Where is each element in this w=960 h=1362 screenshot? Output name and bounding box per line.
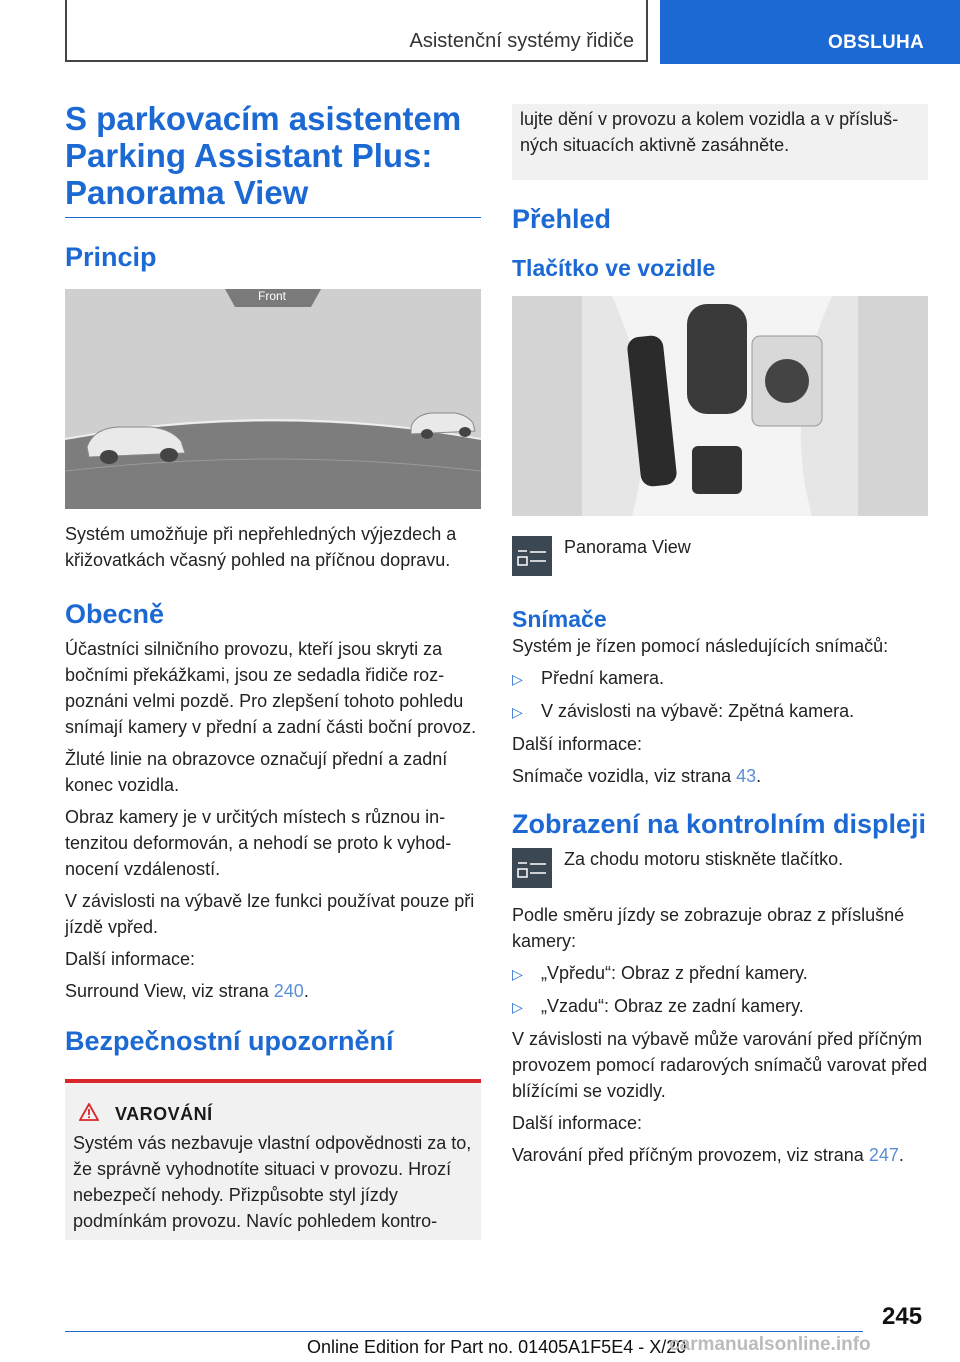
general-paragraph-4: V závislosti na výbavě lze funkci používat pouze při jízdě vpřed. bbox=[65, 891, 475, 937]
reference-end: . bbox=[756, 766, 762, 786]
sensors-list bbox=[512, 665, 928, 725]
reference-end: . bbox=[303, 981, 309, 1001]
watermark: carmanualsonline.info bbox=[669, 1334, 871, 1355]
center-console-image bbox=[512, 296, 928, 516]
list-item bbox=[512, 993, 928, 1020]
more-info-label: Další informace: bbox=[65, 949, 196, 969]
reference-end: . bbox=[898, 1145, 904, 1165]
more-info-label: Další informace: bbox=[512, 734, 643, 754]
display-button-text: Za chodu motoru stiskněte tlačítko. bbox=[564, 849, 844, 869]
list-item-text: „Vzadu“: Obraz ze zadní kamery. bbox=[541, 996, 804, 1016]
list-item bbox=[512, 698, 928, 725]
panorama-view-button-icon[interactable] bbox=[512, 536, 552, 576]
sensors-heading: Snímače bbox=[512, 606, 607, 632]
warning-title-row bbox=[73, 1103, 473, 1126]
general-heading: Obecně bbox=[65, 599, 165, 629]
button-in-vehicle-heading: Tlačítko ve vozidle bbox=[512, 255, 716, 281]
list-item bbox=[512, 960, 928, 987]
list-item-text: „Vpředu“: Obraz z přední kamery. bbox=[541, 963, 808, 983]
left-column bbox=[65, 100, 481, 1240]
warning-triangle-icon bbox=[79, 1103, 99, 1126]
front-label: Front bbox=[258, 289, 287, 303]
center-console-illustration bbox=[512, 296, 928, 516]
sensors-reference bbox=[512, 763, 928, 789]
general-paragraph-3: Obraz kamery je v určitých místech s různou intenzitou deformován, a nehodí se proto k vyhodnocení vzdáleností. bbox=[65, 807, 452, 879]
sensors-text: Systém je řízen pomocí následujících snímačů: bbox=[512, 636, 889, 656]
chapter-title: Asistenční systémy řidiče bbox=[409, 30, 634, 52]
page-link-247[interactable]: 247 bbox=[868, 1145, 899, 1165]
page-number: 245 bbox=[882, 1303, 923, 1330]
general-paragraph-2: Žluté linie na obrazovce označují přední a zadní konec vozidla. bbox=[65, 749, 448, 795]
general-paragraph-1: Účastníci silničního provozu, kteří jsou skryti za bočními překážkami, jsou ze sedadla řidiče rozpoznáni velmi pozdě. Pro zlepšení tohoto pohledu snímají kamery v přední a zadní části boční provoz. bbox=[65, 639, 477, 737]
list-item bbox=[512, 665, 928, 692]
page-link-43[interactable]: 43 bbox=[736, 766, 757, 786]
panorama-view-label: Panorama View bbox=[564, 537, 691, 557]
warning-text: Systém vás nezbavuje vlastní odpovědnosti za to, že správně vyhodnotíte situaci v provozu. Hrozí nebezpečí nehody. Přizpůsobte styl jízdy podmínkám provozu. Navíc pohledem kontro- bbox=[73, 1133, 472, 1231]
overview-heading: Přehled bbox=[512, 204, 612, 234]
display-text: Podle směru jízdy se zobrazuje obraz z příslušné kamery: bbox=[512, 905, 905, 951]
header-box bbox=[65, 0, 648, 62]
more-info-label: Další informace: bbox=[512, 1113, 643, 1133]
reference-text: Snímače vozidla, viz strana bbox=[512, 766, 737, 786]
surround-view-reference bbox=[65, 978, 481, 1004]
warning-box bbox=[65, 1079, 481, 1240]
triangle-bullet-icon: ▷ bbox=[512, 671, 523, 687]
panorama-front-view-image bbox=[65, 289, 481, 509]
triangle-bullet-icon: ▷ bbox=[512, 966, 523, 982]
cross-traffic-reference bbox=[512, 1142, 928, 1168]
list-item-text: Přední kamera. bbox=[541, 668, 665, 688]
warning-text-continued: lujte dění v provozu a kolem vozidla a v příslušných situacích aktivně zasáhněte. bbox=[520, 109, 899, 155]
panorama-view-button-row bbox=[512, 534, 928, 576]
display-list bbox=[512, 960, 928, 1020]
display-heading: Zobrazení na kontrolním displeji bbox=[512, 809, 927, 839]
panorama-view-button-icon[interactable] bbox=[512, 848, 552, 888]
safety-heading: Bezpečnostní upozornění bbox=[65, 1026, 394, 1056]
principle-heading: Princip bbox=[65, 242, 157, 272]
page-link-240[interactable]: 240 bbox=[273, 981, 304, 1001]
principle-text: Systém umožňuje při nepřehledných výjezdech a křižovatkách včasný pohled na příčnou dopravu. bbox=[65, 524, 457, 570]
warning-box-continued bbox=[512, 104, 928, 180]
reference-text: Surround View, viz strana bbox=[65, 981, 274, 1001]
section-tab: OBSLUHA bbox=[660, 0, 960, 64]
page-title: S parkovacím asistentem Parking Assistant Plus: Panorama View bbox=[65, 100, 481, 218]
display-text-2: V závislosti na výbavě může varování před příčným provozem pomocí radarových snímačů varovat před blížícími se vozidly. bbox=[512, 1029, 928, 1101]
triangle-bullet-icon: ▷ bbox=[512, 999, 523, 1015]
warning-title: VAROVÁNÍ bbox=[115, 1104, 213, 1124]
panorama-view-illustration bbox=[65, 289, 481, 509]
list-item-text: V závislosti na výbavě: Zpětná kamera. bbox=[541, 701, 855, 721]
reference-text: Varování před příčným provozem, viz strana bbox=[512, 1145, 869, 1165]
right-column bbox=[512, 104, 928, 1168]
footer-edition: Online Edition for Part no. 01405A1F5E4 - X/20 bbox=[307, 1337, 687, 1357]
footer-divider bbox=[65, 1331, 863, 1332]
display-button-row bbox=[512, 846, 928, 888]
triangle-bullet-icon: ▷ bbox=[512, 704, 523, 720]
